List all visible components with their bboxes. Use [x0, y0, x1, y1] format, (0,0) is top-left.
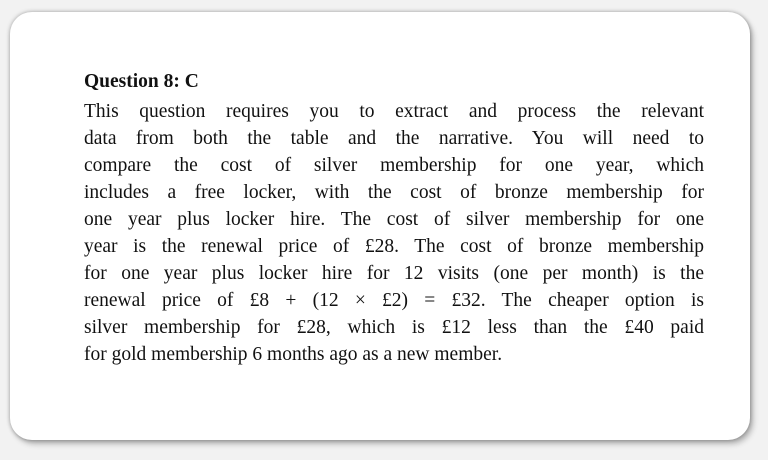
explanation-line-8: renewal price of £8 + (12 × £2) = £32. The cheaper option is [84, 290, 704, 311]
explanation-line-6: year is the renewal price of £28. The cost of bronze membership [84, 236, 704, 257]
explanation-line-3: compare the cost of silver membership for one year, which [84, 155, 704, 176]
explanation-line-7: for one year plus locker hire for 12 visits (one per month) is the [84, 263, 704, 284]
answer-card [10, 12, 750, 440]
explanation-line-9: silver membership for £28, which is £12 less than the £40 paid [84, 317, 704, 338]
explanation-line-4: includes a free locker, with the cost of bronze membership for [84, 182, 704, 203]
explanation-line-1: This question requires you to extract and process the relevant [84, 101, 704, 122]
explanation-line-2: data from both the table and the narrative. You will need to [84, 128, 704, 149]
explanation-line-10: for gold membership 6 months ago as a new member. [84, 344, 503, 365]
explanation-line-5: one year plus locker hire. The cost of silver membership for one [84, 209, 704, 230]
answer-content [84, 70, 704, 368]
question-heading: Question 8: C [84, 71, 199, 92]
